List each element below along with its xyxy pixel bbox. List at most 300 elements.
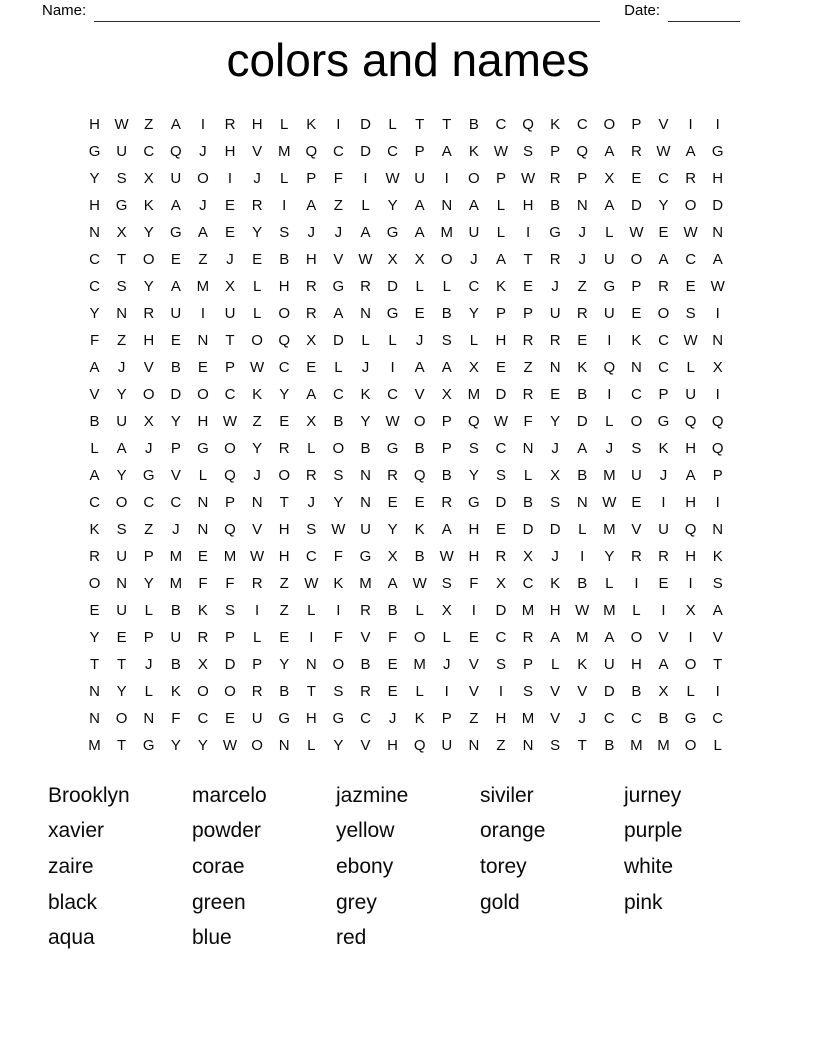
grid-letter: I xyxy=(498,683,504,700)
grid-letter: B xyxy=(577,575,588,592)
grid-letter: D xyxy=(522,521,534,538)
grid-letter: G xyxy=(332,278,345,295)
word-list-item: xavier xyxy=(48,819,105,843)
grid-letter: O xyxy=(278,305,291,322)
grid-letter: O xyxy=(115,710,128,727)
grid-letter: C xyxy=(278,359,290,376)
grid-letter: H xyxy=(89,197,100,214)
grid-letter: L xyxy=(388,332,397,349)
grid-letter: T xyxy=(117,251,127,268)
grid-letter: A xyxy=(468,197,479,214)
grid-letter: F xyxy=(171,710,181,727)
grid-letter: E xyxy=(631,305,642,322)
grid-letter: Y xyxy=(252,440,263,457)
grid-letter: H xyxy=(495,332,507,349)
grid-letter: D xyxy=(332,332,344,349)
grid-letter: P xyxy=(143,548,154,565)
grid-letter: U xyxy=(116,413,128,430)
grid-letter: K xyxy=(170,683,181,700)
grid-letter: P xyxy=(712,467,723,484)
grid-letter: Y xyxy=(143,278,154,295)
grid-letter: Y xyxy=(658,197,669,214)
grid-letter: L xyxy=(415,278,424,295)
grid-letter: U xyxy=(549,305,561,322)
grid-letter: Z xyxy=(577,278,587,295)
grid-letter: R xyxy=(360,602,371,619)
grid-letter: L xyxy=(252,305,262,322)
grid-letter: A xyxy=(658,251,669,268)
grid-letter: V xyxy=(414,386,425,403)
grid-letter: O xyxy=(630,251,643,268)
grid-letter: I xyxy=(607,332,612,349)
grid-letter: O xyxy=(332,656,345,673)
grid-letter: R xyxy=(224,116,236,133)
grid-letter: N xyxy=(549,359,561,376)
grid-letter: J xyxy=(415,332,424,349)
grid-letter: H xyxy=(278,521,290,538)
grid-letter: J xyxy=(226,251,234,268)
grid-letter: A xyxy=(414,359,425,376)
grid-letter: L xyxy=(578,521,587,538)
grid-letter: G xyxy=(386,440,399,457)
grid-letter: W xyxy=(575,602,590,619)
grid-letter: Q xyxy=(224,467,236,484)
grid-letter: C xyxy=(522,575,534,592)
grid-letter: Y xyxy=(468,467,479,484)
grid-letter: Q xyxy=(684,521,697,538)
grid-letter: W xyxy=(439,548,454,565)
grid-letter: O xyxy=(88,575,101,592)
grid-letter: A xyxy=(604,197,615,214)
grid-letter: U xyxy=(170,305,182,322)
grid-letter: Y xyxy=(170,737,181,754)
grid-letter: C xyxy=(143,494,155,511)
grid-letter: A xyxy=(116,440,127,457)
grid-letter: W xyxy=(250,548,265,565)
grid-letter: J xyxy=(551,440,559,457)
grid-letter: C xyxy=(576,116,588,133)
grid-letter: M xyxy=(169,548,183,565)
grid-letter: R xyxy=(549,251,561,268)
grid-letter: G xyxy=(711,143,724,160)
grid-letter: X xyxy=(604,170,615,187)
grid-letter: O xyxy=(278,467,291,484)
grid-letter: Z xyxy=(496,737,506,754)
grid-letter: T xyxy=(577,737,587,754)
grid-letter: W xyxy=(683,332,698,349)
grid-letter: U xyxy=(658,521,669,538)
grid-letter: P xyxy=(441,413,452,430)
grid-letter: D xyxy=(549,521,561,538)
grid-letter: R xyxy=(278,440,290,457)
grid-letter: A xyxy=(685,467,696,484)
grid-letter: Y xyxy=(116,683,127,700)
grid-letter: R xyxy=(387,467,398,484)
grid-letter: Y xyxy=(387,197,398,214)
grid-letter: E xyxy=(658,575,669,592)
grid-letter: C xyxy=(495,116,507,133)
grid-letter: P xyxy=(495,170,506,187)
grid-letter: W xyxy=(602,494,617,511)
grid-letter: M xyxy=(657,737,670,754)
grid-letter: B xyxy=(89,413,100,430)
grid-letter: B xyxy=(414,440,425,457)
grid-letter: I xyxy=(607,386,612,403)
grid-letter: J xyxy=(253,170,261,187)
grid-letter: L xyxy=(361,197,370,214)
grid-letter: R xyxy=(197,629,209,646)
grid-letter: A xyxy=(170,197,181,214)
grid-letter: G xyxy=(386,224,399,241)
grid-letter: I xyxy=(580,548,585,565)
grid-letter: K xyxy=(306,116,317,133)
grid-letter: N xyxy=(631,359,642,376)
grid-letter: A xyxy=(197,224,208,241)
grid-letter: W xyxy=(331,521,346,538)
grid-letter: Z xyxy=(252,413,262,430)
grid-letter: Q xyxy=(169,143,182,160)
grid-letter: O xyxy=(251,737,263,754)
grid-letter: Y xyxy=(333,494,344,511)
grid-letter: U xyxy=(603,656,615,673)
grid-letter: R xyxy=(441,494,453,511)
grid-letter: E xyxy=(685,278,696,295)
grid-letter: K xyxy=(252,386,263,403)
grid-letter: B xyxy=(170,656,181,673)
grid-letter: C xyxy=(631,710,642,727)
grid-letter: L xyxy=(388,116,397,133)
grid-letter: M xyxy=(359,575,372,592)
grid-letter: A xyxy=(712,602,723,619)
grid-letter: H xyxy=(712,170,724,187)
grid-letter: Q xyxy=(522,116,534,133)
grid-letter: G xyxy=(169,224,182,241)
grid-letter: E xyxy=(279,413,290,430)
grid-letter: J xyxy=(578,710,586,727)
grid-letter: V xyxy=(143,359,154,376)
grid-letter: D xyxy=(576,413,588,430)
grid-letter: Z xyxy=(144,116,154,133)
grid-letter: N xyxy=(360,467,371,484)
grid-letter: J xyxy=(551,278,559,295)
grid-letter: K xyxy=(550,575,561,592)
grid-letter: X xyxy=(441,602,452,619)
grid-letter: O xyxy=(115,494,128,511)
grid-letter: H xyxy=(685,548,697,565)
grid-letter: W xyxy=(114,116,129,133)
grid-letter: X xyxy=(143,170,154,187)
grid-letter: A xyxy=(333,305,344,322)
date-label: Date: xyxy=(624,2,660,19)
grid-letter: N xyxy=(576,494,588,511)
grid-letter: P xyxy=(523,305,534,322)
grid-letter: N xyxy=(251,494,263,511)
grid-letter: N xyxy=(441,197,453,214)
grid-letter: L xyxy=(198,467,208,484)
grid-letter: K xyxy=(197,602,208,619)
word-list-item: purple xyxy=(624,819,683,843)
grid-letter: E xyxy=(577,332,588,349)
grid-letter: M xyxy=(521,602,535,619)
grid-letter: G xyxy=(603,278,616,295)
grid-letter: R xyxy=(522,332,534,349)
grid-letter: J xyxy=(443,656,451,673)
grid-letter: B xyxy=(170,602,181,619)
grid-letter: R xyxy=(549,332,561,349)
word-list-item: white xyxy=(624,854,674,878)
grid-letter: V xyxy=(658,116,669,133)
grid-letter: V xyxy=(550,683,561,700)
grid-letter: P xyxy=(577,170,588,187)
grid-letter: J xyxy=(144,656,153,673)
grid-letter: A xyxy=(387,575,398,592)
grid-letter: W xyxy=(656,143,671,160)
grid-letter: C xyxy=(495,440,507,457)
grid-letter: U xyxy=(360,521,371,538)
grid-letter: J xyxy=(551,548,559,565)
grid-letter: D xyxy=(495,494,507,511)
grid-letter: V xyxy=(550,710,561,727)
word-list-item: siviler xyxy=(480,783,534,807)
grid-letter: J xyxy=(172,521,180,538)
word-list-item: yellow xyxy=(336,819,395,843)
grid-letter: D xyxy=(360,143,371,160)
grid-letter: F xyxy=(225,575,235,592)
grid-letter: P xyxy=(631,278,642,295)
grid-letter: G xyxy=(115,197,128,214)
grid-letter: I xyxy=(336,116,341,133)
grid-letter: S xyxy=(631,440,642,457)
grid-letter: L xyxy=(686,359,695,376)
grid-letter: R xyxy=(251,683,263,700)
grid-letter: U xyxy=(170,170,182,187)
grid-letter: M xyxy=(196,278,210,295)
grid-letter: M xyxy=(277,143,291,160)
grid-letter: L xyxy=(496,197,506,214)
grid-letter: A xyxy=(170,278,181,295)
grid-letter: I xyxy=(688,116,693,133)
grid-letter: P xyxy=(225,629,236,646)
grid-letter: C xyxy=(89,251,100,268)
grid-letter: N xyxy=(116,575,128,592)
grid-letter: W xyxy=(250,359,265,376)
grid-letter: L xyxy=(307,440,316,457)
grid-letter: W xyxy=(222,737,238,754)
grid-letter: S xyxy=(116,170,127,187)
grid-letter: V xyxy=(712,629,723,646)
grid-letter: C xyxy=(170,494,182,511)
grid-letter: H xyxy=(305,710,317,727)
grid-letter: V xyxy=(170,467,181,484)
grid-letter: K xyxy=(658,440,669,457)
word-list-item: black xyxy=(48,890,98,914)
grid-letter: N xyxy=(522,440,534,457)
grid-letter: G xyxy=(549,224,561,241)
grid-letter: X xyxy=(414,251,425,268)
grid-letter: C xyxy=(89,278,100,295)
grid-letter: B xyxy=(604,737,615,754)
grid-letter: U xyxy=(685,386,697,403)
grid-letter: R xyxy=(631,143,642,160)
grid-letter: W xyxy=(493,413,509,430)
grid-letter: S xyxy=(333,683,344,700)
grid-letter: D xyxy=(360,116,371,133)
grid-letter: O xyxy=(224,683,236,700)
grid-letter: T xyxy=(442,116,452,133)
grid-letter: J xyxy=(605,440,614,457)
grid-letter: K xyxy=(712,548,723,565)
grid-letter: J xyxy=(307,224,316,241)
grid-letter: A xyxy=(360,224,371,241)
grid-letter: A xyxy=(604,629,615,646)
grid-letter: E xyxy=(225,710,236,727)
grid-letter: L xyxy=(334,359,343,376)
grid-letter: M xyxy=(88,737,101,754)
grid-letter: E xyxy=(387,494,398,511)
grid-letter: I xyxy=(661,494,666,511)
grid-letter: N xyxy=(143,710,155,727)
grid-letter: O xyxy=(657,305,670,322)
grid-letter: G xyxy=(88,143,101,160)
grid-letter: W xyxy=(629,224,644,241)
name-blank-line xyxy=(94,1,600,22)
grid-letter: H xyxy=(197,413,209,430)
grid-letter: I xyxy=(336,602,341,619)
grid-letter: C xyxy=(332,386,344,403)
word-list-item: gold xyxy=(480,890,520,914)
grid-letter: I xyxy=(715,305,720,322)
grid-letter: T xyxy=(713,656,723,673)
grid-letter: L xyxy=(144,602,153,619)
grid-letter: I xyxy=(715,116,720,133)
grid-letter: A xyxy=(441,143,452,160)
grid-letter: S xyxy=(441,575,452,592)
grid-letter: N xyxy=(576,197,588,214)
grid-letter: E xyxy=(414,305,425,322)
grid-letter: L xyxy=(280,170,289,187)
grid-letter: A xyxy=(89,359,100,376)
grid-letter: R xyxy=(251,575,263,592)
grid-letter: I xyxy=(688,629,693,646)
grid-letter: H xyxy=(522,197,534,214)
grid-letter: X xyxy=(468,359,479,376)
grid-letter: U xyxy=(441,737,453,754)
grid-letter: J xyxy=(117,359,126,376)
grid-letter: B xyxy=(468,116,479,133)
grid-letter: Q xyxy=(711,413,724,430)
grid-letter: J xyxy=(388,710,397,727)
grid-letter: H xyxy=(305,251,317,268)
grid-letter: Z xyxy=(117,332,127,349)
grid-letter: V xyxy=(577,683,588,700)
grid-letter: X xyxy=(197,656,208,673)
grid-letter: A xyxy=(414,224,425,241)
grid-letter: V xyxy=(252,521,263,538)
grid-letter: E xyxy=(387,656,398,673)
grid-letter: N xyxy=(89,710,100,727)
grid-letter: B xyxy=(414,548,425,565)
word-list-item: torey xyxy=(480,854,527,878)
grid-letter: I xyxy=(444,170,449,187)
grid-letter: W xyxy=(222,413,238,430)
grid-letter: Z xyxy=(279,602,289,619)
grid-letter: H xyxy=(495,710,507,727)
grid-letter: B xyxy=(170,359,181,376)
grid-letter: L xyxy=(90,440,99,457)
grid-letter: N xyxy=(197,521,209,538)
grid-letter: R xyxy=(685,170,697,187)
grid-letter: C xyxy=(387,386,398,403)
grid-letter: R xyxy=(522,629,534,646)
grid-letter: V xyxy=(360,737,371,754)
grid-letter: A xyxy=(306,197,317,214)
grid-letter: B xyxy=(631,683,642,700)
grid-letter: Q xyxy=(278,332,291,349)
grid-letter: P xyxy=(225,494,236,511)
grid-letter: L xyxy=(280,116,289,133)
grid-letter: U xyxy=(603,305,615,322)
grid-letter: U xyxy=(603,251,615,268)
grid-letter: J xyxy=(334,224,343,241)
grid-letter: C xyxy=(468,278,480,295)
grid-letter: R xyxy=(522,386,534,403)
grid-letter: O xyxy=(413,413,426,430)
grid-letter: Y xyxy=(116,386,127,403)
grid-letter: I xyxy=(715,386,720,403)
grid-letter: E xyxy=(495,521,506,538)
grid-letter: P xyxy=(441,440,452,457)
grid-letter: B xyxy=(550,197,561,214)
grid-letter: Y xyxy=(279,386,290,403)
grid-letter: R xyxy=(549,170,561,187)
grid-letter: K xyxy=(577,656,588,673)
grid-letter: R xyxy=(89,548,100,565)
grid-letter: V xyxy=(468,656,479,673)
grid-letter: E xyxy=(550,386,561,403)
grid-letter: E xyxy=(631,170,642,187)
grid-letter: V xyxy=(631,521,642,538)
grid-letter: S xyxy=(116,278,127,295)
grid-letter: V xyxy=(333,251,344,268)
grid-letter: R xyxy=(495,548,507,565)
grid-letter: O xyxy=(332,440,345,457)
word-list-item: ebony xyxy=(336,854,394,878)
grid-letter: E xyxy=(279,629,290,646)
grid-letter: F xyxy=(469,575,479,592)
grid-letter: E xyxy=(170,332,181,349)
grid-letter: H xyxy=(89,116,100,133)
grid-letter: Q xyxy=(684,413,697,430)
grid-letter: M xyxy=(603,521,616,538)
grid-letter: D xyxy=(387,278,398,295)
grid-letter: S xyxy=(495,656,506,673)
grid-letter: H xyxy=(143,332,155,349)
grid-letter: U xyxy=(116,548,128,565)
grid-letter: A xyxy=(685,143,696,160)
grid-letter: O xyxy=(197,170,209,187)
grid-letter: K xyxy=(89,521,100,538)
grid-letter: G xyxy=(142,737,155,754)
grid-letter: R xyxy=(305,305,317,322)
grid-letter: E xyxy=(658,224,669,241)
grid-letter: O xyxy=(684,197,697,214)
grid-letter: E xyxy=(306,359,317,376)
grid-letter: I xyxy=(282,197,287,214)
grid-letter: Y xyxy=(170,413,181,430)
grid-letter: Y xyxy=(333,737,344,754)
grid-letter: J xyxy=(659,467,668,484)
grid-letter: H xyxy=(685,494,697,511)
